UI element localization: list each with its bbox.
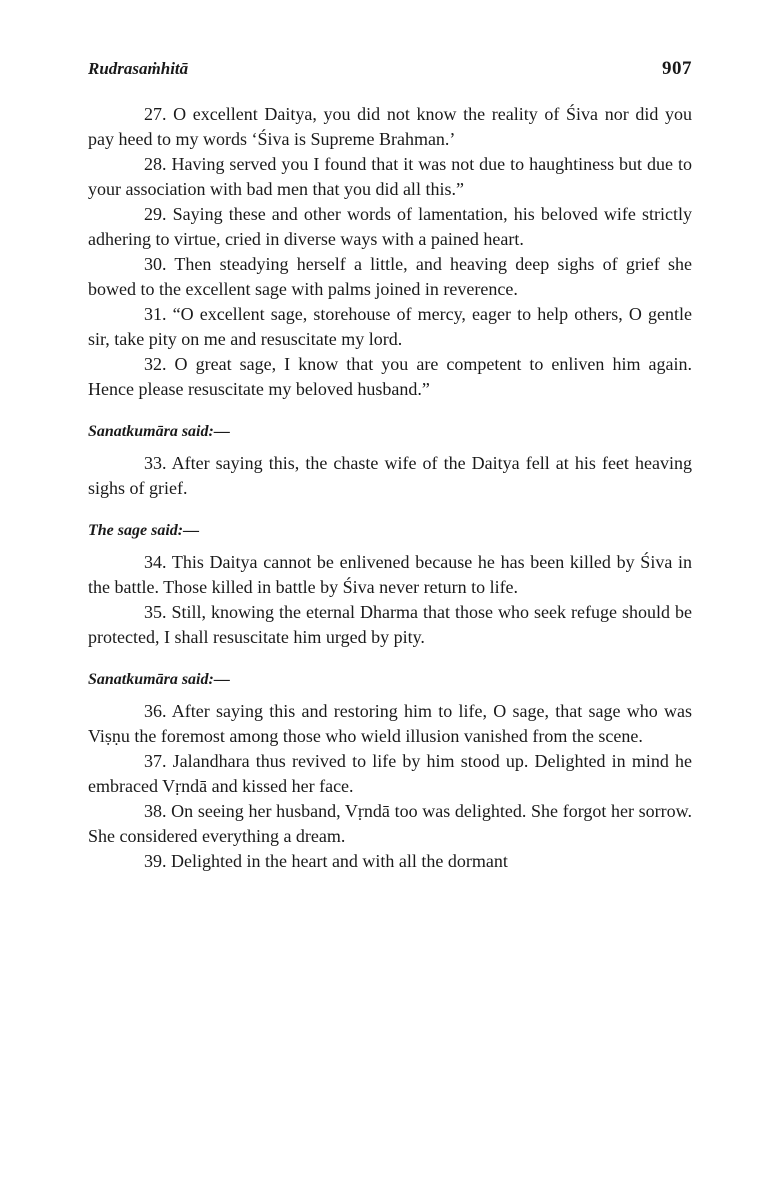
verse-29: 29. Saying these and other words of lamentation, his beloved wife strictly adhering to virtue, cried in diverse ways with a pained heart. <box>88 204 692 249</box>
verse-36: 36. After saying this and restoring him to life, O sage, that sage who was Viṣṇu the foremost among those who wield illusion vanished from the scene. <box>88 701 692 746</box>
book-page <box>88 58 692 874</box>
verse-37: 37. Jalandhara thus revived to life by him stood up. Delighted in mind he embraced Vṛndā and kissed her face. <box>88 751 692 796</box>
verse-28: 28. Having served you I found that it was not due to haughtiness but due to your association with bad men that you did all this.” <box>88 154 692 199</box>
verse-35: 35. Still, knowing the eternal Dharma that those who seek refuge should be protected, I shall resuscitate him urged by pity. <box>88 602 692 647</box>
running-head: Rudrasaṁhitā <box>88 59 189 78</box>
speaker-heading-sanatkumara-2: Sanatkumāra said:— <box>88 671 230 688</box>
speaker-heading-sanatkumara: Sanatkumāra said:— <box>88 423 230 440</box>
verse-32: 32. O great sage, I know that you are competent to enliven him again. Hence please resuscitate my beloved husband.” <box>88 354 692 399</box>
verse-31: 31. “O excellent sage, storehouse of mercy, eager to help others, O gentle sir, take pity on me and resuscitate my lord. <box>88 304 692 349</box>
verse-39: 39. Delighted in the heart and with all the dormant <box>144 851 508 871</box>
verse-38: 38. On seeing her husband, Vṛndā too was delighted. She forgot her sorrow. She considered everything a dream. <box>88 801 692 846</box>
speaker-heading-sage: The sage said:— <box>88 522 200 539</box>
verse-27: 27. O excellent Daitya, you did not know the reality of Śiva nor did you pay heed to my words ‘Śiva is Supreme Brahman.’ <box>88 104 692 149</box>
page-header <box>88 58 692 90</box>
verse-34: 34. This Daitya cannot be enlivened because he has been killed by Śiva in the battle. Those killed in battle by Śiva never return to life. <box>88 552 692 597</box>
page-number: 907 <box>662 58 692 79</box>
verse-33: 33. After saying this, the chaste wife of the Daitya fell at his feet heaving sighs of grief. <box>88 453 692 498</box>
verse-30: 30. Then steadying herself a little, and heaving deep sighs of grief she bowed to the excellent sage with palms joined in reverence. <box>88 254 692 299</box>
